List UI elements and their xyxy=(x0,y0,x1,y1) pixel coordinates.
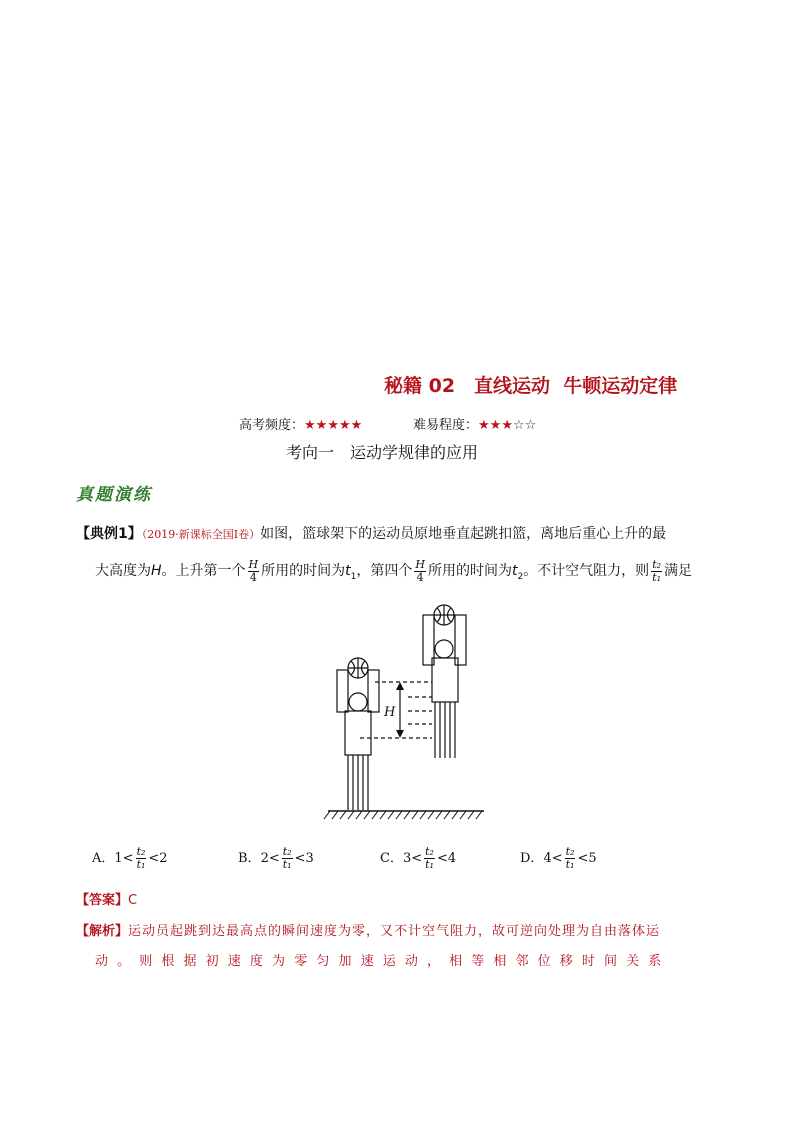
basketball-jump-figure xyxy=(320,600,490,825)
var-t1: t xyxy=(345,563,351,579)
frequency-rating xyxy=(239,414,362,433)
left-player-right-arm xyxy=(368,670,379,712)
left-player-body xyxy=(345,711,371,755)
choice-left: 1< xyxy=(114,851,134,866)
answer xyxy=(76,889,137,908)
choice-d[interactable] xyxy=(520,846,597,871)
frac-den: t₁ xyxy=(565,858,575,871)
section-heading: 真题演练 xyxy=(76,485,152,505)
frac-den: t₁ xyxy=(425,858,434,871)
choice-c[interactable] xyxy=(380,846,456,871)
difficulty-label: 难易程度： xyxy=(413,418,479,433)
page-title: 秘籍 02 直线运动 牛顿运动定律 xyxy=(384,375,678,397)
frac-num: H xyxy=(415,557,425,571)
question-text-2d: ，第四个 xyxy=(356,563,413,579)
right-player-head xyxy=(435,640,453,658)
left-player-left-arm xyxy=(337,670,348,712)
arrow-head-up xyxy=(396,682,404,690)
frac-den: 4 xyxy=(249,570,257,584)
fraction-H-over-4 xyxy=(248,559,260,584)
choice-right: <3 xyxy=(294,851,314,866)
choice-letter: A． xyxy=(92,851,115,866)
frequency-label: 高考频度： xyxy=(239,418,305,433)
analysis-text-1: 运动员起跳到达最高点的瞬间速度为零，又不计空气阻力，故可逆向处理为自由落体运 xyxy=(128,924,661,939)
frac-num: H xyxy=(248,557,259,571)
frac-num: t₂ xyxy=(652,557,662,571)
frac-num: t₂ xyxy=(136,845,146,858)
analysis-line-2: 动 。 则 根 据 初 速 度 为 零 匀 加 速 运 动 ， 相 等 相 邻 位 移 时 间 关 系 xyxy=(95,954,664,969)
choice-left: 4< xyxy=(543,851,563,866)
choice-fraction xyxy=(424,846,435,871)
fraction-H-over-4-second xyxy=(414,559,426,584)
choice-fraction xyxy=(565,846,576,871)
question-text-2a: 大高度为 xyxy=(95,563,151,579)
frac-den: 4 xyxy=(416,570,424,584)
height-label: H xyxy=(384,705,396,720)
question-text-2f: 。不计空气阻力，则 xyxy=(523,563,650,579)
section-subtitle: 考向一 运动学规律的应用 xyxy=(286,443,479,462)
example-tag: 【典例1】 xyxy=(76,526,142,542)
question-text-2c: 所用的时间为 xyxy=(261,563,346,579)
question-text-2e: 所用的时间为 xyxy=(427,563,512,579)
difficulty-rating xyxy=(413,414,536,433)
arrow-head-down xyxy=(396,730,404,738)
question-source: （2019·新课标全国Ⅰ卷） xyxy=(141,528,261,541)
choice-fraction xyxy=(136,846,147,871)
frac-den: t₁ xyxy=(136,858,146,871)
fraction-t2-over-t1 xyxy=(651,559,662,584)
choice-letter: B． xyxy=(238,851,261,866)
right-player-body xyxy=(432,658,458,702)
choice-b[interactable] xyxy=(238,846,314,871)
question-text-2g: 满足 xyxy=(664,563,693,579)
left-player-head xyxy=(349,693,367,711)
choice-fraction xyxy=(282,846,293,871)
difficulty-stars-filled: ★★★ xyxy=(478,418,513,433)
answer-label: 【答案】 xyxy=(76,893,129,908)
frac-den: t₁ xyxy=(282,858,292,871)
choice-right: <4 xyxy=(436,851,457,866)
question-text-2b: 。上升第一个 xyxy=(161,563,246,579)
answer-value: C xyxy=(128,893,138,908)
frac-num: t₂ xyxy=(565,845,575,858)
frac-den: t₁ xyxy=(652,570,662,584)
choice-letter: D． xyxy=(520,851,544,866)
ground-hatching xyxy=(324,811,482,819)
question-line-2 xyxy=(95,553,692,589)
var-t2: t xyxy=(511,563,518,579)
difficulty-stars-empty: ☆☆ xyxy=(512,418,537,433)
choice-left: 2< xyxy=(260,851,280,866)
frequency-stars: ★★★★★ xyxy=(304,418,363,433)
choice-left: 3< xyxy=(402,851,423,866)
ball-seams xyxy=(434,605,454,625)
choice-right: <5 xyxy=(577,851,597,866)
sub-2: 2 xyxy=(517,571,524,582)
var-H: H xyxy=(151,563,162,579)
analysis-line-1 xyxy=(76,920,660,939)
sub-1: 1 xyxy=(350,571,357,582)
question-line-1 xyxy=(76,523,666,543)
choice-letter: C． xyxy=(380,851,403,866)
analysis-label: 【解析】 xyxy=(76,924,129,939)
frac-num: t₂ xyxy=(282,845,292,858)
choice-right: <2 xyxy=(148,851,168,866)
choice-a[interactable] xyxy=(92,846,168,871)
ball-seams xyxy=(348,658,368,678)
frac-num: t₂ xyxy=(425,845,434,858)
question-text-1: 如图，篮球架下的运动员原地垂直起跳扣篮，离地后重心上升的最 xyxy=(260,526,667,542)
